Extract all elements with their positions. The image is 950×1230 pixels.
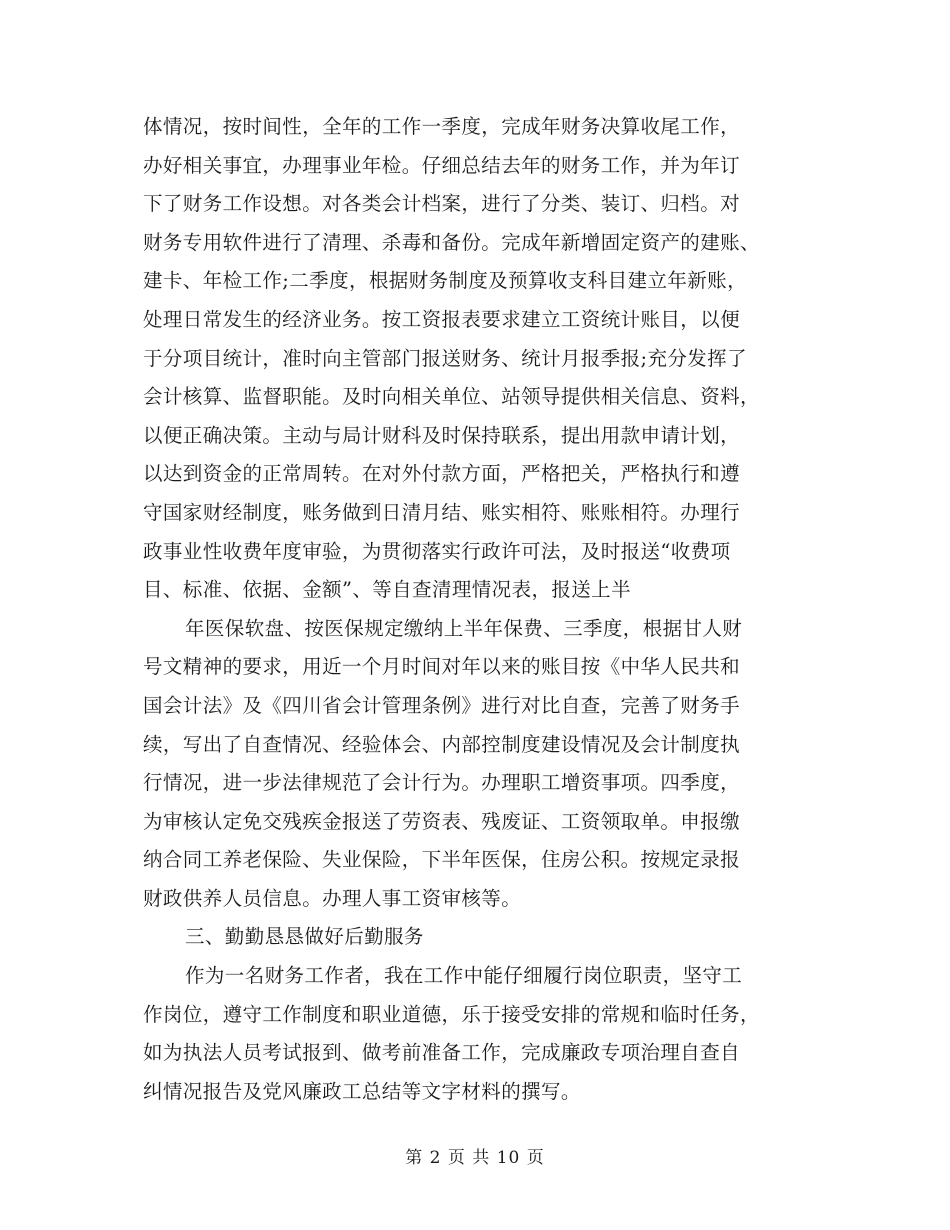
text-line: 会计核算、监督职能。及时向相关单位、站领导提供相关信息、资料， <box>143 385 760 409</box>
paragraph-start-line: 作为一名财务工作者，我在工作中能仔细履行岗位职责，坚守工 <box>185 964 743 988</box>
text-line: 为审核认定免交残疾金报送了劳资表、残废证、工资领取单。申报缴 <box>143 809 741 833</box>
text-line: 处理日常发生的经济业务。按工资报表要求建立工资统计账目，以便 <box>143 307 741 331</box>
section-heading: 三、勤勤恳恳做好后勤服务 <box>185 925 424 949</box>
page-footer <box>0 1146 950 1170</box>
current-page-number: 2 <box>429 1148 442 1168</box>
text-line: 政事业性收费年度审验，为贯彻落实行政许可法，及时报送“收费项 <box>143 539 731 563</box>
text-line: 建卡、年检工作;二季度，根据财务制度及预算收支科目建立年新账， <box>143 269 747 293</box>
text-line: 续，写出了自查情况、经验体会、内部控制度建设情况及会计制度执 <box>143 732 741 756</box>
text-line: 目、标准、依据、金额”、等自查清理情况表，报送上半 <box>143 578 631 602</box>
text-line: 体情况，按时间性，全年的工作一季度，完成年财务决算收尾工作， <box>143 115 741 138</box>
text-line: 号文精神的要求，用近一个月时间对年以来的账目按《中华人民共和 <box>143 655 741 679</box>
footer-suffix: 页 <box>526 1148 545 1168</box>
footer-prefix: 第 <box>405 1148 424 1168</box>
text-line: 办好相关事宜，办理事业年检。仔细总结去年的财务工作，并为年订 <box>143 153 741 177</box>
text-line: 财政供养人员信息。办理人事工资审核等。 <box>143 886 522 910</box>
text-line: 国会计法》及《四川省会计管理条例》进行对比自查，完善了财务手 <box>143 693 741 717</box>
paragraph-start-line: 年医保软盘、按医保规定缴纳上半年保费、三季度，根据甘人财 <box>185 616 743 640</box>
text-line: 守国家财经制度，账务做到日清月结、账实相符、账账相符。办理行 <box>143 500 741 524</box>
text-line: 下了财务工作设想。对各类会计档案，进行了分类、装订、归档。对 <box>143 192 741 216</box>
text-line: 如为执法人员考试报到、做考前准备工作，完成廉政专项治理自查自 <box>143 1041 741 1065</box>
text-line: 财务专用软件进行了清理、杀毒和备份。完成年新增固定资产的建账、 <box>143 230 760 254</box>
text-line: 纳合同工养老保险、失业保险，下半年医保，住房公积。按规定录报 <box>143 848 741 872</box>
text-line: 以达到资金的正常周转。在对外付款方面，严格把关，严格执行和遵 <box>143 462 741 486</box>
footer-middle: 页 共 <box>447 1148 491 1168</box>
text-line: 作岗位，遵守工作制度和职业道德，乐于接受安排的常规和临时任务， <box>143 1002 760 1026</box>
text-line: 纠情况报告及党风廉政工总结等文字材料的撰写。 <box>143 1079 581 1103</box>
total-pages-number: 10 <box>496 1148 521 1168</box>
text-line: 于分项目统计，准时向主管部门报送财务、统计月报季报;充分发挥了 <box>143 346 747 370</box>
body-text <box>143 108 808 1111</box>
text-line: 行情况，进一步法律规范了会计行为。办理职工增资事项。四季度， <box>143 771 741 795</box>
text-line: 以便正确决策。主动与局计财科及时保持联系，提出用款申请计划， <box>143 423 741 447</box>
